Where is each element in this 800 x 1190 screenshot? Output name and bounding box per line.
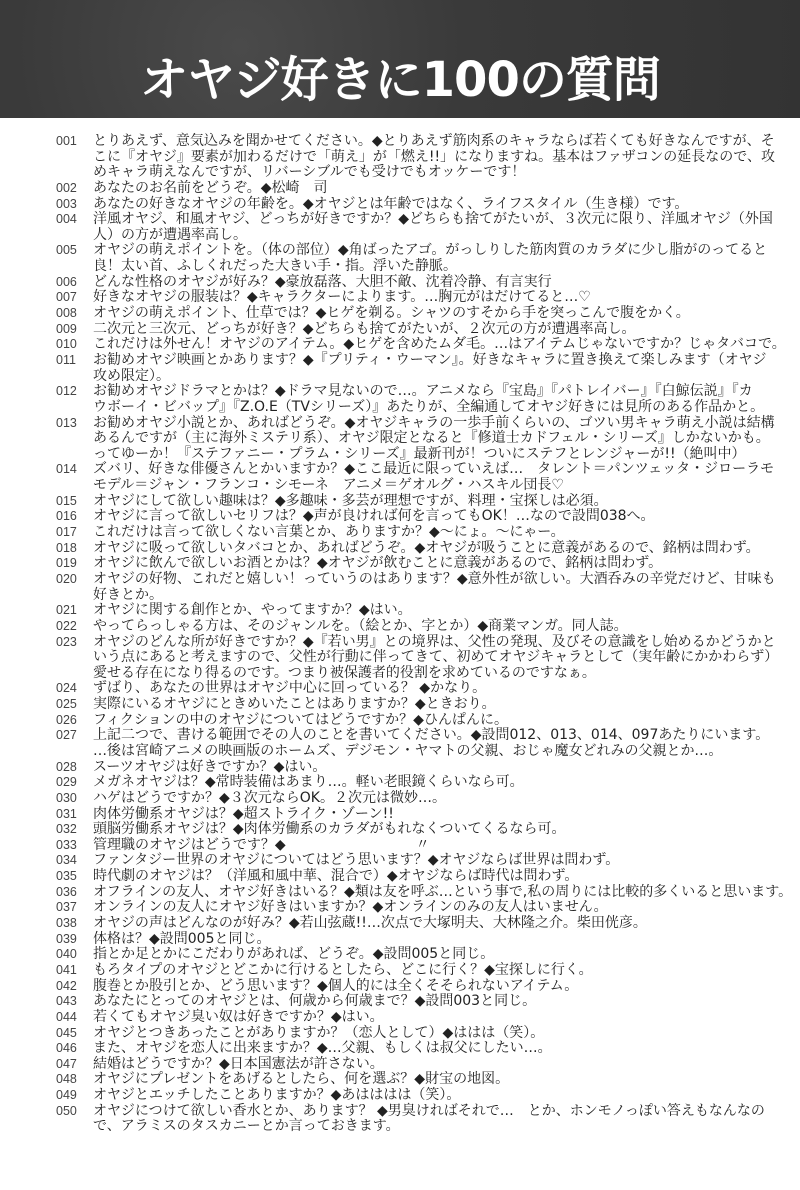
question-number: 025: [56, 697, 77, 712]
text-line-content: とりあえず、意気込みを聞かせてください。◆とりあえず筋肉系のキャラならば若くても好きなんですが、そ: [93, 133, 775, 149]
question-number: 015: [56, 493, 77, 508]
question-text: [93, 775, 800, 791]
question-number: 007: [56, 290, 77, 305]
ditto-mark: 〃: [415, 836, 430, 853]
text-line-content: あなたのお名前をどうぞ。◆松崎 司: [93, 179, 328, 196]
text-line-content: これだけは外せん！オヤジのアイテム。◆ヒゲを含めたムダ毛。…はアイテムじゃないですか？じゃタバコで。: [93, 336, 786, 353]
text-line-content: オフラインの友人、オヤジ好きはいる？◆類は友を呼ぶ…という事で,私の周りには比較的多くいると思います。: [93, 883, 793, 900]
text-line: [93, 588, 800, 604]
text-line-content: 上記二つで、書ける範囲でその人のことを書いてください。◆設問012、013、014、097あたりにいます。: [93, 727, 770, 744]
text-line-content: これだけは言って欲しくない言葉とか、ありますか？◆〜にょ。〜にゃー。: [93, 524, 565, 541]
text-line-content: オヤジとつきあったことがありますか？（恋人として）◆ははは（笑）。: [93, 1024, 545, 1041]
question-item: [0, 947, 800, 963]
text-line-content: オヤジのどんな所が好きですか？◆『若い男』との境界は、父性の発現、及びその意識をし始めるかどうかと: [93, 633, 776, 650]
text-line-content: 二次元と三次元、どっちが好き？◆どちらも捨てがたいが、２次元の方が遭遇率高し。: [93, 320, 636, 337]
text-line-content: また、オヤジを恋人に出来ますか？◆…父親、もしくは叔父にしたい…。: [93, 1040, 552, 1057]
question-number: 020: [56, 571, 77, 586]
question-number: 014: [56, 462, 77, 477]
question-number: 048: [56, 1072, 77, 1087]
question-item: [0, 134, 800, 181]
question-item: [0, 713, 800, 729]
text-line-content: 愛せる存在になり得るのです。つまり被保護者的役割を求めているのですなぁ。: [93, 664, 596, 681]
question-text: [93, 1104, 800, 1135]
question-number: 016: [56, 509, 77, 524]
question-item: [0, 603, 800, 619]
question-text: [93, 838, 800, 854]
text-line: [93, 838, 800, 854]
text-line-content: あなたにとってのオヤジとは、何歳から何歳まで？◆設問003と同じ。: [93, 993, 537, 1010]
question-item: [0, 807, 800, 823]
text-line-content: 良！太い首、ふしくれだった大きい手・指。浮いた静脈。: [93, 258, 457, 275]
question-number: 013: [56, 415, 77, 430]
question-text: [93, 916, 800, 932]
question-number: 047: [56, 1056, 77, 1071]
question-item: [0, 494, 800, 510]
text-line-content: オンラインの友人にオヤジ好きはいますか？◆オンラインのみの友人はいません。: [93, 899, 608, 916]
text-line-content: お勧めオヤジ小説とか、あればどうぞ。◆オヤジキャラの一歩手前くらいの、ゴツい男キャラ萌え小説は結構: [93, 414, 775, 431]
text-line: [93, 1072, 800, 1088]
text-line: [93, 353, 800, 369]
text-line: [93, 494, 800, 510]
title-banner: [0, 0, 800, 118]
question-number: 008: [56, 306, 77, 321]
text-line-content: ファンタジー世界のオヤジについてはどう思います？◆オヤジならば世界は問わず。: [93, 852, 620, 869]
question-number: 004: [56, 212, 77, 227]
text-line: [93, 322, 800, 338]
text-line-content: 実際にいるオヤジにときめいたことはありますか？◆ときおり。: [93, 696, 496, 713]
question-item: [0, 462, 800, 493]
question-number: 022: [56, 618, 77, 633]
text-line: [93, 384, 800, 400]
question-text: [93, 322, 800, 338]
question-item: [0, 853, 800, 869]
text-line: [93, 1104, 800, 1120]
question-text: [93, 697, 800, 713]
question-number: 050: [56, 1103, 77, 1118]
text-line: [93, 697, 800, 713]
question-text: [93, 853, 800, 869]
question-item: [0, 1072, 800, 1088]
text-line-content: オヤジの萌えポイントを。（体の部位）◆角ばったアゴ。がっしりした筋肉質のカラダに少し脂がのってると: [93, 242, 768, 259]
question-number: 035: [56, 869, 77, 884]
text-line-content: オヤジに吸って欲しいタバコとか、あればどうぞ。◆オヤジが吸うことに意義があるので、銘柄は問わず。: [93, 539, 760, 556]
question-number: 029: [56, 775, 77, 790]
text-line-content: ずばり、あなたの世界はオヤジ中心に回っている？ ◆かなり。: [93, 680, 487, 697]
text-line-content: 管理職のオヤジはどうです？◆: [93, 836, 286, 853]
text-line-content: こに『オヤジ』要素が加わるだけで「萌え」が「燃え!!」になりますね。基本はファザコンの延長なので、攻: [93, 148, 775, 165]
text-line: [93, 165, 800, 181]
text-line: [93, 791, 800, 807]
question-item: [0, 509, 800, 525]
question-item: [0, 963, 800, 979]
question-item: [0, 869, 800, 885]
text-line: [93, 541, 800, 557]
text-line-content: ズバリ、好きな俳優さんとかいますか？◆ここ最近に限っていえば… タレント＝パンツェッタ・ジローラモ: [93, 461, 775, 478]
question-text: [93, 462, 800, 493]
text-line-content: オヤジに関する創作とか、やってますか？◆はい。: [93, 602, 412, 619]
question-text: [93, 290, 800, 306]
question-item: [0, 979, 800, 995]
question-text: [93, 384, 800, 415]
question-text: [93, 416, 800, 463]
question-number: 031: [56, 806, 77, 821]
question-item: [0, 791, 800, 807]
text-line: [93, 932, 800, 948]
question-number: 044: [56, 1009, 77, 1024]
question-number: 009: [56, 321, 77, 336]
question-number: 038: [56, 916, 77, 931]
question-item: [0, 1104, 800, 1135]
text-line: [93, 1119, 800, 1135]
text-line-content: オヤジとエッチしたことありますか？◆あはははは（笑）。: [93, 1087, 461, 1104]
text-line-content: 若くてもオヤジ臭い奴は好きですか？◆はい。: [93, 1008, 384, 1025]
text-line: [93, 603, 800, 619]
question-text: [93, 509, 800, 525]
question-number: 034: [56, 853, 77, 868]
text-line: [93, 1010, 800, 1026]
text-line: [93, 150, 800, 166]
question-number: 018: [56, 540, 77, 555]
question-number: 037: [56, 900, 77, 915]
text-line-content: 体格は？◆設問005と同じ。: [93, 930, 271, 947]
question-text: [93, 1010, 800, 1026]
text-line: [93, 306, 800, 322]
text-line-content: モデル＝ジャン・フランコ・シモーネ アニメ＝ゲオルグ・ハスキル団長♡: [93, 477, 564, 494]
question-item: [0, 822, 800, 838]
question-number: 033: [56, 837, 77, 852]
question-item: [0, 728, 800, 759]
text-line: [93, 760, 800, 776]
text-line: [93, 525, 800, 541]
question-number: 012: [56, 384, 77, 399]
text-line: [93, 509, 800, 525]
question-number: 027: [56, 728, 77, 743]
question-text: [93, 212, 800, 243]
text-line-content: あなたの好きなオヤジの年齢を。◆オヤジとは年齢ではなく、ライフスタイル（生き様）です。: [93, 195, 689, 212]
question-item: [0, 322, 800, 338]
question-text: [93, 197, 800, 213]
question-item: [0, 838, 800, 854]
question-item: [0, 541, 800, 557]
text-line: [93, 556, 800, 572]
text-line: [93, 1088, 800, 1104]
text-line-content: やってらっしゃる方は、そのジャンルを。（絵とか、字とか）◆商業マンガ。同人誌。: [93, 617, 628, 634]
question-text: [93, 713, 800, 729]
text-line: [93, 134, 800, 150]
text-line-content: オヤジの好物、これだと嬉しい！っていうのはあります？◆意外性が欲しい。大酒呑みの辛党だけど、甘味も: [93, 570, 776, 587]
question-item: [0, 243, 800, 274]
text-line-content: オヤジにつけて欲しい香水とか、あります？ ◆男臭ければそれで… とか、ホンモノっぽい答えもなんなの: [93, 1102, 765, 1119]
question-text: [93, 822, 800, 838]
text-line: [93, 822, 800, 838]
text-line: [93, 290, 800, 306]
question-text: [93, 760, 800, 776]
question-item: [0, 994, 800, 1010]
question-text: [93, 1026, 800, 1042]
text-line-content: ってゆーか！『ステファニー・プラム・シリーズ』最新刊が！ついにステフとレンジャーが!!（絶叫中）: [93, 445, 746, 462]
question-number: 041: [56, 962, 77, 977]
text-line-content: いう点にあると考えますので、父性が行動に伴ってきて、初めてオヤジキャラとして（実年齢にかかわらず）: [93, 649, 779, 666]
question-number: 036: [56, 884, 77, 899]
question-item: [0, 337, 800, 353]
text-line-content: オヤジの声はどんなのが好み？◆若山弦蔵!!…次点で大塚明夫、大林隆之介。柴田侊彦。: [93, 915, 647, 932]
question-number: 039: [56, 931, 77, 946]
text-line: [93, 400, 800, 416]
text-line-content: オヤジに飲んで欲しいお酒とかは？◆オヤジが飲むことに意義があるので、銘柄は問わず。: [93, 555, 663, 572]
question-text: [93, 541, 800, 557]
question-text: [93, 572, 800, 603]
question-number: 045: [56, 1025, 77, 1040]
text-line-content: …後は宮崎アニメの映画版のホームズ、デジモン・ヤマトの父親、おじゃ魔女どれみの父親とか…。: [93, 742, 723, 759]
text-line: [93, 979, 800, 995]
question-item: [0, 1041, 800, 1057]
question-item: [0, 760, 800, 776]
text-line-content: 洋風オヤジ、和風オヤジ、どっちが好きですか？◆どちらも捨てがたいが、３次元に限り、洋風オヤジ（外国: [93, 211, 773, 228]
text-line: [93, 853, 800, 869]
text-line: [93, 947, 800, 963]
question-text: [93, 337, 800, 353]
question-item: [0, 619, 800, 635]
text-line: [93, 807, 800, 823]
text-line: [93, 243, 800, 259]
question-number: 010: [56, 337, 77, 352]
question-item: [0, 900, 800, 916]
text-line-content: 腹巻とか股引とか、どう思います？◆個人的には全くそそられないアイテム。: [93, 977, 579, 994]
text-line: [93, 775, 800, 791]
question-item: [0, 197, 800, 213]
text-line-content: もろタイプのオヤジとどこかに行けるとしたら、どこに行く？◆宝探しに行く。: [93, 961, 593, 978]
text-line: [93, 259, 800, 275]
question-text: [93, 1072, 800, 1088]
text-line: [93, 744, 800, 760]
question-text: [93, 306, 800, 322]
question-number: 049: [56, 1088, 77, 1103]
question-text: [93, 181, 800, 197]
question-text: [93, 243, 800, 274]
text-line-content: 好きなオヤジの服装は？◆キャラクターによります。…胸元がはだけてると…♡: [93, 289, 591, 306]
text-line-content: オヤジにして欲しい趣味は？◆多趣味・多芸が理想ですが、料理・宝探しは必須。: [93, 492, 608, 509]
question-text: [93, 494, 800, 510]
question-item: [0, 416, 800, 463]
text-line: [93, 416, 800, 432]
question-item: [0, 1088, 800, 1104]
text-line-content: フィクションの中のオヤジについてはどうですか？◆ひんぱんに。: [93, 711, 508, 728]
text-line-content: 肉体労働系オヤジは？◆超ストライク・ゾーン!!: [93, 805, 394, 822]
question-number: 026: [56, 712, 77, 727]
text-line: [93, 650, 800, 666]
text-line-content: 攻め限定）。: [93, 367, 170, 384]
text-line: [93, 994, 800, 1010]
text-line-content: どんな性格のオヤジが好み？◆豪放磊落、大胆不敵、沈着冷静、有言実行: [93, 273, 552, 290]
question-item: [0, 306, 800, 322]
question-text: [93, 556, 800, 572]
question-item: [0, 212, 800, 243]
text-line-content: スーツオヤジは好きですか？◆はい。: [93, 758, 327, 775]
question-item: [0, 681, 800, 697]
question-item: [0, 1010, 800, 1026]
question-item: [0, 697, 800, 713]
text-line-content: オヤジの萌えポイント、仕草では？◆ヒゲを剃る。シャツのすそから手を突っこんで腹をかく。: [93, 305, 690, 322]
question-text: [93, 900, 800, 916]
text-line: [93, 713, 800, 729]
question-text: [93, 963, 800, 979]
question-text: [93, 635, 800, 682]
question-number: 021: [56, 603, 77, 618]
question-list: [0, 134, 800, 1135]
question-item: [0, 932, 800, 948]
question-number: 005: [56, 243, 77, 258]
question-item: [0, 384, 800, 415]
text-line: [93, 635, 800, 651]
question-number: 019: [56, 556, 77, 571]
question-item: [0, 290, 800, 306]
question-number: 028: [56, 759, 77, 774]
question-text: [93, 134, 800, 181]
question-item: [0, 635, 800, 682]
text-line: [93, 916, 800, 932]
question-number: 024: [56, 681, 77, 696]
question-number: 040: [56, 947, 77, 962]
question-text: [93, 947, 800, 963]
text-line-content: オヤジに言って欲しいセリフは？◆声が良ければ何を言ってもOK！…なので設問038へ。: [93, 508, 655, 525]
question-text: [93, 603, 800, 619]
question-number: 042: [56, 978, 77, 993]
text-line-content: 指とか足とかにこだわりがあれば、どうぞ。◆設問005と同じ。: [93, 946, 495, 963]
question-text: [93, 681, 800, 697]
question-text: [93, 1041, 800, 1057]
question-item: [0, 572, 800, 603]
question-item: [0, 353, 800, 384]
question-text: [93, 619, 800, 635]
question-number: 002: [56, 180, 77, 195]
question-item: [0, 556, 800, 572]
question-number: 006: [56, 274, 77, 289]
text-line-content: お勧めオヤジ映画とかあります？◆『プリティ・ウーマン』。好きなキャラに置き換えて楽しみます（オヤジ: [93, 351, 767, 368]
question-number: 043: [56, 994, 77, 1009]
question-item: [0, 525, 800, 541]
text-line: [93, 728, 800, 744]
question-text: [93, 353, 800, 384]
text-line-content: 時代劇のオヤジは？（洋風和風中華、混合で）◆オヤジならば時代は問わず。: [93, 868, 579, 885]
question-number: 032: [56, 822, 77, 837]
text-line-content: オヤジにプレゼントをあげるとしたら、何を選ぶ？◆財宝の地図。: [93, 1071, 510, 1088]
question-number: 046: [56, 1041, 77, 1056]
text-line: [93, 212, 800, 228]
question-text: [93, 525, 800, 541]
question-item: [0, 775, 800, 791]
text-line: [93, 681, 800, 697]
page-title: オヤジ好きに100の質問: [140, 52, 660, 108]
text-line: [93, 1041, 800, 1057]
text-line: [93, 181, 800, 197]
question-number: 017: [56, 525, 77, 540]
question-text: [93, 869, 800, 885]
text-line-content: ハゲはどうですか？◆３次元ならOK。２次元は微妙…。: [93, 789, 446, 806]
text-line-content: 人）の方が遭遇率高し。: [93, 226, 247, 243]
text-line-content: 好きとか。: [93, 586, 163, 603]
text-line: [93, 431, 800, 447]
question-text: [93, 1088, 800, 1104]
question-number: 023: [56, 634, 77, 649]
question-text: [93, 807, 800, 823]
text-line-content: メガネオヤジは？◆常時装備はあまり…。軽い老眼鏡くらいなら可。: [93, 774, 524, 791]
question-item: [0, 1026, 800, 1042]
question-number: 001: [56, 134, 77, 148]
text-line: [93, 478, 800, 494]
question-item: [0, 916, 800, 932]
question-text: [93, 728, 800, 759]
question-text: [93, 994, 800, 1010]
question-number: 003: [56, 196, 77, 211]
text-line-content: あるんですが（主に海外ミステリ系）、オヤジ限定となると『修道士カドフェル・シリーズ』しかないかも。: [93, 430, 770, 447]
text-line-content: 頭脳労働系オヤジは？◆肉体労働系のカラダがもれなくついてくるなら可。: [93, 821, 566, 838]
text-line: [93, 963, 800, 979]
text-line-content: ウボーイ・ビバップ』『Z.O.E（TVシリーズ）』あたりが、全編通してオヤジ好きには見所のある作品かと。: [93, 398, 765, 415]
text-line: [93, 900, 800, 916]
text-line: [93, 369, 800, 385]
question-text: [93, 791, 800, 807]
text-line-content: で、アラミスのタスカニーとか言っておきます。: [93, 1118, 400, 1135]
text-line-content: お勧めオヤジドラマとかは？◆ドラマ見ないので…。アニメなら『宝島』『パトレイバー』『白鯨伝説』『カ: [93, 383, 753, 400]
question-number: 030: [56, 790, 77, 805]
text-line: [93, 197, 800, 213]
text-line: [93, 462, 800, 478]
text-line: [93, 572, 800, 588]
text-line-content: 結婚はどうですか？◆日本国憲法が許さない。: [93, 1055, 384, 1072]
text-line: [93, 619, 800, 635]
question-item: [0, 181, 800, 197]
text-line-content: めキャラ萌えなんですが、リバーシブルでも受けでもオッケーです！: [93, 164, 526, 181]
question-text: [93, 979, 800, 995]
text-line: [93, 1026, 800, 1042]
question-number: 011: [56, 352, 76, 367]
question-text: [93, 932, 800, 948]
text-line: [93, 337, 800, 353]
text-line: [93, 869, 800, 885]
